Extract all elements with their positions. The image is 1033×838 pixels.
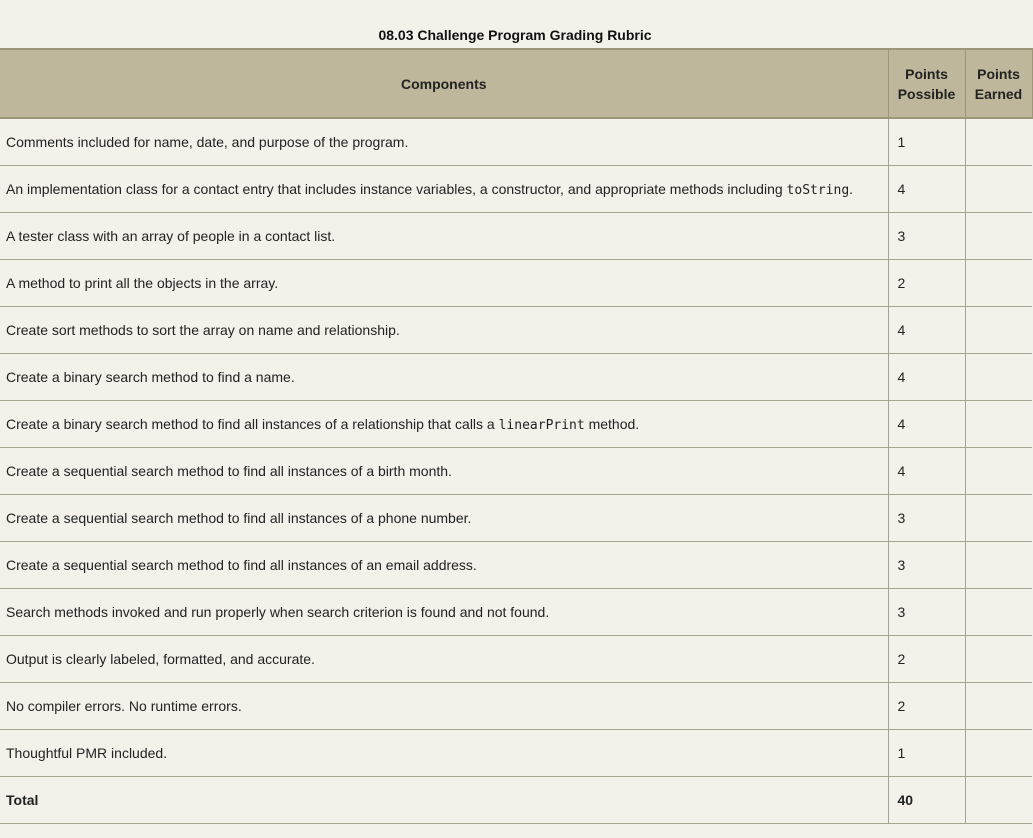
- component-description: [0, 213, 888, 260]
- component-description: [0, 542, 888, 589]
- points-earned: [965, 589, 1032, 636]
- table-row: [0, 542, 1032, 589]
- description-text-suffix: .: [849, 180, 854, 197]
- points-earned: [965, 448, 1032, 495]
- description-text: A method to print all the objects in the array.: [6, 275, 279, 291]
- table-row: [0, 166, 1032, 213]
- header-points-earned: Points Earned: [965, 49, 1032, 118]
- points-earned: [965, 495, 1032, 542]
- points-earned: [965, 401, 1032, 448]
- component-description: [0, 730, 888, 777]
- code-term: linearPrint: [498, 417, 585, 433]
- table-header-row: [0, 49, 1032, 118]
- points-possible: 4: [888, 166, 965, 213]
- description-text: Output is clearly labeled, formatted, and accurate.: [6, 651, 315, 667]
- component-description: [0, 166, 888, 213]
- component-description: [0, 448, 888, 495]
- points-possible: 1: [888, 730, 965, 777]
- points-possible: 1: [888, 118, 965, 166]
- total-points: 40: [888, 777, 965, 824]
- table-row: [0, 307, 1032, 354]
- total-label: Total: [0, 777, 888, 824]
- points-possible: 3: [888, 495, 965, 542]
- table-row: [0, 636, 1032, 683]
- rubric-body: [0, 118, 1032, 777]
- component-description: [0, 589, 888, 636]
- component-description: [0, 354, 888, 401]
- header-points-possible: Points Possible: [888, 49, 965, 118]
- description-text: An implementation class for a contact entry that includes instance variables, a constructor, and appropriate methods including: [6, 180, 787, 197]
- table-row: [0, 401, 1032, 448]
- page-title: 08.03 Challenge Program Grading Rubric: [378, 27, 652, 43]
- points-earned: [965, 683, 1032, 730]
- table-row: [0, 354, 1032, 401]
- table-row: [0, 118, 1032, 166]
- description-text-suffix: method.: [584, 415, 640, 432]
- total-row: [0, 777, 1032, 824]
- component-description: [0, 307, 888, 354]
- points-possible: 2: [888, 260, 965, 307]
- points-earned: [965, 730, 1032, 777]
- points-earned: [965, 307, 1032, 354]
- points-earned: [965, 636, 1032, 683]
- points-earned: [965, 354, 1032, 401]
- description-text: Create a sequential search method to find all instances of an email address.: [6, 557, 477, 573]
- component-description: [0, 495, 888, 542]
- points-earned: [965, 166, 1032, 213]
- table-row: [0, 213, 1032, 260]
- points-earned: [965, 260, 1032, 307]
- table-row: [0, 448, 1032, 495]
- component-description: [0, 683, 888, 730]
- table-row: [0, 260, 1032, 307]
- description-text: Create a binary search method to find a name.: [6, 369, 295, 385]
- description-text: Thoughtful PMR included.: [6, 745, 168, 761]
- table-row: [0, 730, 1032, 777]
- points-possible: 3: [888, 213, 965, 260]
- rubric-table: [0, 48, 1033, 824]
- description-text: No compiler errors. No runtime errors.: [6, 698, 242, 714]
- description-text: A tester class with an array of people in a contact list.: [6, 228, 336, 244]
- points-possible: 2: [888, 683, 965, 730]
- table-row: [0, 495, 1032, 542]
- points-possible: 3: [888, 542, 965, 589]
- points-possible: 2: [888, 636, 965, 683]
- component-description: [0, 260, 888, 307]
- description-text: Comments included for name, date, and purpose of the program.: [6, 134, 409, 150]
- description-text: Create a binary search method to find all instances of a relationship that calls a: [6, 415, 499, 432]
- points-possible: 4: [888, 354, 965, 401]
- component-description: [0, 401, 888, 448]
- description-text: Search methods invoked and run properly when search criterion is found and not found.: [6, 604, 550, 620]
- points-earned: [965, 213, 1032, 260]
- table-row: [0, 683, 1032, 730]
- description-text: Create a sequential search method to find all instances of a birth month.: [6, 463, 452, 479]
- points-possible: 4: [888, 401, 965, 448]
- component-description: [0, 118, 888, 166]
- points-earned: [965, 542, 1032, 589]
- points-earned: [965, 118, 1032, 166]
- description-text: Create a sequential search method to find all instances of a phone number.: [6, 510, 472, 526]
- total-earned: [965, 777, 1032, 824]
- points-possible: 4: [888, 448, 965, 495]
- description-text: Create sort methods to sort the array on name and relationship.: [6, 322, 400, 338]
- header-components: Components: [0, 49, 888, 118]
- component-description: [0, 636, 888, 683]
- points-possible: 3: [888, 589, 965, 636]
- table-row: [0, 589, 1032, 636]
- points-possible: 4: [888, 307, 965, 354]
- code-term: toString: [786, 182, 850, 198]
